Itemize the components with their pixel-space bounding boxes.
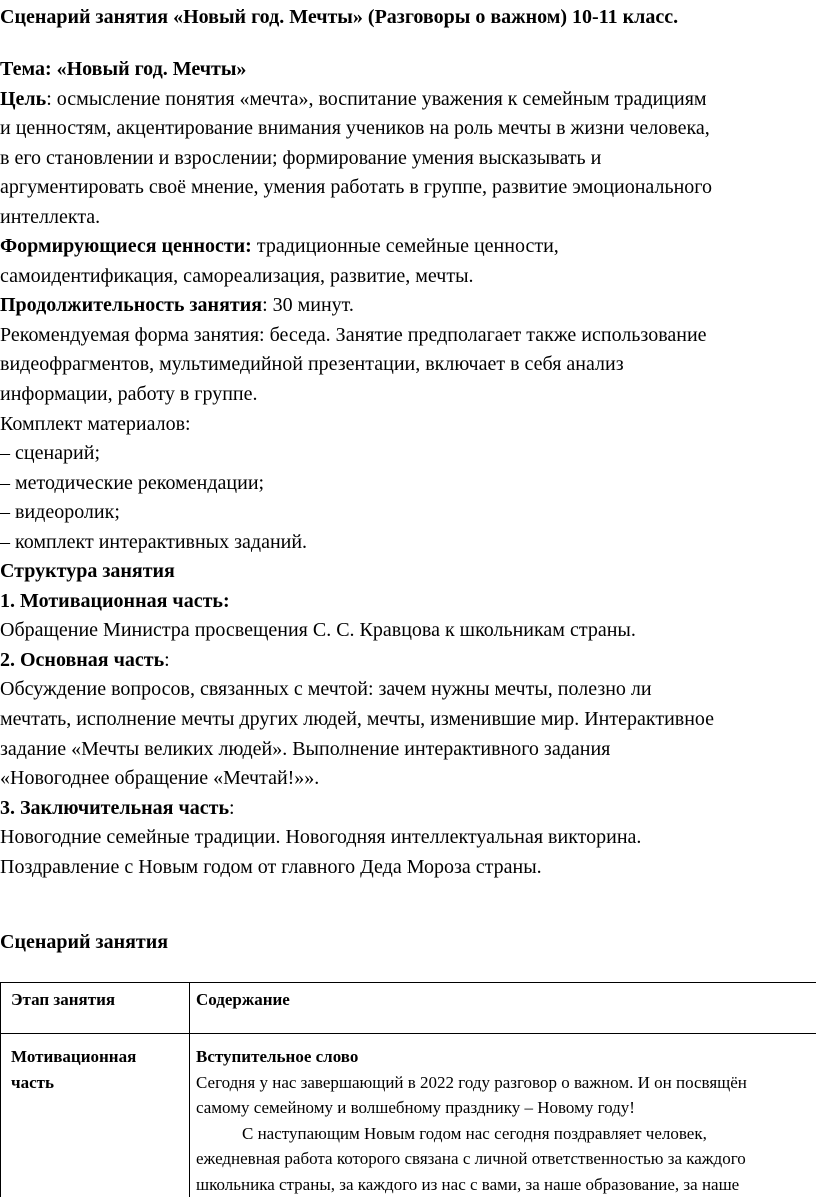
goal-text-1: : осмысление понятия «мечта», воспитание уважения к семейным традициям bbox=[46, 87, 707, 110]
header-stage-cell bbox=[1, 983, 190, 1034]
part2-line-1: Обсуждение вопросов, связанных с мечтой: зачем нужны мечты, полезно ли bbox=[0, 678, 652, 701]
part2-line-2: мечтать, исполнение мечты других людей, мечты, изменившие мир. Интерактивное bbox=[0, 708, 715, 731]
materials-item: – методические рекомендации; bbox=[0, 471, 265, 494]
goal-line-2: и ценностям, акцентирование внимания учеников на роль мечты в жизни человека, bbox=[0, 117, 710, 140]
goal-line-1 bbox=[0, 85, 816, 115]
document-body bbox=[0, 55, 816, 882]
part3-line-1: Новогодние семейные традиции. Новогодняя интеллектуальная викторина. bbox=[0, 826, 642, 849]
intro-heading: Вступительное слово bbox=[196, 1047, 359, 1066]
part2-colon: : bbox=[164, 648, 170, 671]
structure-label: Структура занятия bbox=[0, 560, 175, 583]
part3-title-line bbox=[0, 794, 816, 824]
materials-item: – комплект интерактивных заданий. bbox=[0, 530, 308, 553]
scenario-table bbox=[0, 982, 816, 1197]
goal-line-3: в его становлении и взрослении; формирование умения высказывать и bbox=[0, 146, 602, 169]
document-title: Сценарий занятия «Новый год. Мечты» (Разговоры о важном) 10-11 класс. bbox=[0, 6, 679, 28]
content-cell bbox=[190, 1034, 816, 1197]
part2-title-line bbox=[0, 646, 816, 676]
values-line-2: самоидентификация, самореализация, развитие, мечты. bbox=[0, 264, 474, 287]
part3-colon: : bbox=[229, 796, 235, 819]
values-text-1: традиционные семейные ценности, bbox=[251, 235, 559, 258]
table-header-row bbox=[1, 983, 816, 1034]
stage-line-1: Мотивационная bbox=[11, 1047, 137, 1066]
duration-value: : 30 минут. bbox=[262, 294, 354, 317]
content-line-2: самому семейному и волшебному празднику – Новому году! bbox=[196, 1098, 635, 1117]
part3-title: 3. Заключительная часть bbox=[0, 796, 230, 819]
stage-cell bbox=[1, 1034, 190, 1197]
part1-text: Обращение Министра просвещения С. С. Кравцова к школьникам страны. bbox=[0, 619, 636, 642]
materials-item: – видеоролик; bbox=[0, 501, 120, 524]
topic-line: Тема: «Новый год. Мечты» bbox=[0, 58, 247, 80]
values-label: Формирующиеся ценности: bbox=[0, 235, 252, 258]
goal-line-5: интеллекта. bbox=[0, 205, 101, 228]
table-row bbox=[1, 1034, 816, 1197]
content-line-3: С наступающим Новым годом нас сегодня поздравляет человек, bbox=[242, 1123, 707, 1143]
part2-title: 2. Основная часть bbox=[0, 648, 165, 671]
content-line-5: школьника страны, за каждого из нас с вами, за наше образование, за наше bbox=[196, 1174, 740, 1194]
part1-title: 1. Мотивационная часть: bbox=[0, 589, 230, 612]
content-line-4: ежедневная работа которого связана с личной ответственностью за каждого bbox=[196, 1149, 746, 1168]
duration-line bbox=[0, 291, 816, 321]
duration-label: Продолжительность занятия bbox=[0, 294, 263, 317]
header-content-cell bbox=[190, 983, 816, 1034]
part2-line-3: задание «Мечты великих людей». Выполнение интерактивного задания bbox=[0, 737, 611, 760]
header-content: Содержание bbox=[196, 990, 290, 1009]
scenario-title: Сценарий занятия bbox=[0, 931, 169, 953]
form-line-2: видеофрагментов, мультимедийной презентации, включает в себя анализ bbox=[0, 353, 624, 376]
form-line-1: Рекомендуемая форма занятия: беседа. Занятие предполагает также использование bbox=[0, 323, 707, 346]
materials-item: – сценарий; bbox=[0, 442, 100, 465]
form-line-3: информации, работу в группе. bbox=[0, 383, 258, 406]
goal-line-4: аргументировать своё мнение, умения работать в группе, развитие эмоционального bbox=[0, 176, 712, 199]
header-stage: Этап занятия bbox=[11, 990, 116, 1009]
values-line-1 bbox=[0, 232, 816, 262]
content-line-1: Сегодня у нас завершающий в 2022 году разговор о важном. И он посвящён bbox=[196, 1072, 747, 1092]
goal-label: Цель bbox=[0, 87, 47, 110]
part2-line-4: «Новогоднее обращение «Мечтай!»». bbox=[0, 767, 320, 790]
part3-line-2: Поздравление с Новым годом от главного Деда Мороза страны. bbox=[0, 855, 542, 878]
materials-label: Комплект материалов: bbox=[0, 412, 191, 435]
stage-line-2: часть bbox=[11, 1072, 54, 1092]
